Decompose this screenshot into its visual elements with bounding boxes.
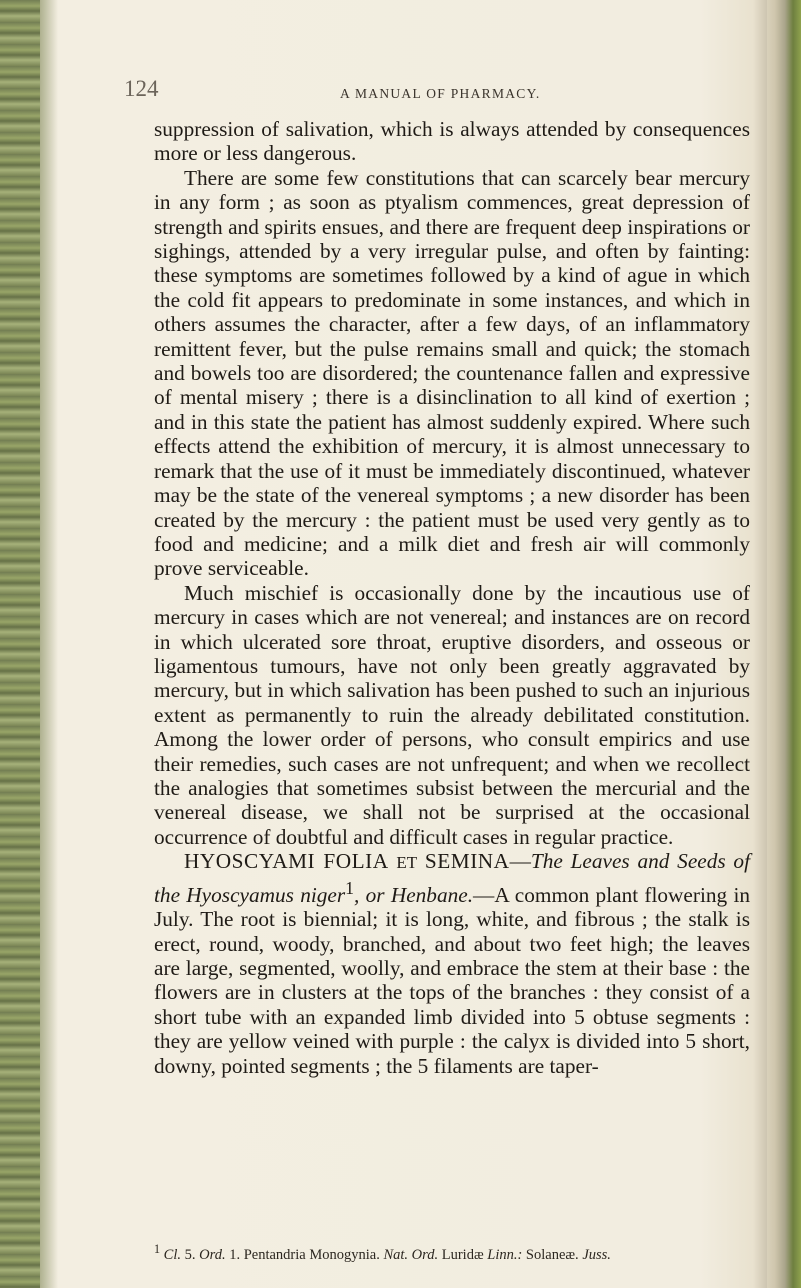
footnote-ref: 1: [345, 877, 355, 898]
footnote-ord-value: 1.: [229, 1246, 241, 1263]
paragraph: Much mischief is occasionally done by the incautious use of mercury in cases which are not venereal; and instances are on record in which ulcerated sore throat, eruptive disorders, and osseous or ligamentous tumours, have not only been greatly aggravated by mercury, but in which salivation has been pushed to such an injurious extent as permanently to ruin the already debilitated constitution. Among the lower order of persons, who consult empirics and use their remedies, such cases are not unfrequent; and when we recollect the analogies that sometimes subsist between the mercurial and the venereal disease, we shall not be surprised at the occasional occurrence of doubtful and difficult cases in regular practice.: [154, 580, 750, 849]
heading-connector: ET: [396, 853, 418, 873]
dash: —: [509, 849, 531, 874]
binding-shadow: [40, 0, 58, 1288]
footnote-linn: Linn.:: [487, 1246, 523, 1263]
body-text: [154, 117, 750, 1078]
footnote-cl-value: 5.: [184, 1246, 196, 1263]
page-binding-edge: [0, 0, 40, 1288]
genus-name: Hyoscyamus niger: [186, 882, 346, 907]
running-head-title: A MANUAL OF PHARMACY.: [340, 86, 541, 101]
page-number: 124: [124, 76, 159, 101]
paragraph-hyoscyamus: [154, 849, 750, 1078]
page-edge: [767, 0, 801, 1288]
footnote-mark: 1: [154, 1242, 161, 1256]
paragraph: suppression of salivation, which is always attended by consequences more or less dangerous.: [154, 117, 750, 166]
footnote-nat-value: Luridæ: [441, 1246, 484, 1263]
footnote-ord: Ord.: [199, 1246, 226, 1263]
heading-italic: The Leaves and Seeds of the: [154, 849, 750, 907]
page-fold-shadow: [753, 0, 767, 1288]
footnote-nat-ord: Nat. Ord.: [383, 1246, 439, 1263]
section-heading-2: SEMINA: [424, 849, 510, 874]
footnote: [154, 1240, 754, 1264]
footnote-juss: Juss.: [582, 1246, 611, 1263]
paragraph: There are some few constitutions that can scarcely bear mercury in any form ; as soon as ptyalism commences, great depression of strength and spirits ensues, and there are frequent deep inspirations or sighings, attended by a very irregular pulse, and often by fainting: these symptoms are sometimes followed by a kind of ague in which the cold fit appears to predominate in some instances, and which in others assumes the character, after a few days, of an inflammatory remittent fever, but the pulse remains small and quick; the stomach and bowels too are disordered; the countenance fallen and expressive of mental misery ; there is a disinclination to all kind of exertion ; and in this state the patient has almost suddenly expired. Where such effects attend the exhibition of mercury, it is almost unnecessary to remark that the use of it must be immediately discontinued, whatever may be the state of the venereal symptoms ; a new disorder has been created by the mercury : the patient must be used very gently as to food and medicine; and a milk diet and fresh air will commonly prove serviceable.: [154, 165, 750, 581]
footnote-linn-value: Solaneæ.: [525, 1246, 579, 1263]
footnote-cl: Cl.: [163, 1246, 181, 1263]
or-connector: , or: [354, 882, 385, 907]
common-name: Henbane.: [390, 882, 474, 907]
running-header: [124, 76, 754, 114]
footnote-class: Pentandria Monogynia.: [243, 1246, 380, 1263]
section-heading: HYOSCYAMI FOLIA: [184, 849, 389, 874]
description-text: —A common plant flowering in July. The root is biennial; it is long, white, and fibrous ; the stalk is erect, round, woody, branched, and about two feet high; the leaves are large, segmented, woolly, and embrace the stem at their base : the flowers are in clusters at the tops of the branches : they consist of a short tube with an expanded limb divided into 5 obtuse segments : they are yellow veined with purple : the calyx is divided into 5 short, downy, pointed segments ; the 5 filaments are taper-: [154, 882, 751, 1078]
